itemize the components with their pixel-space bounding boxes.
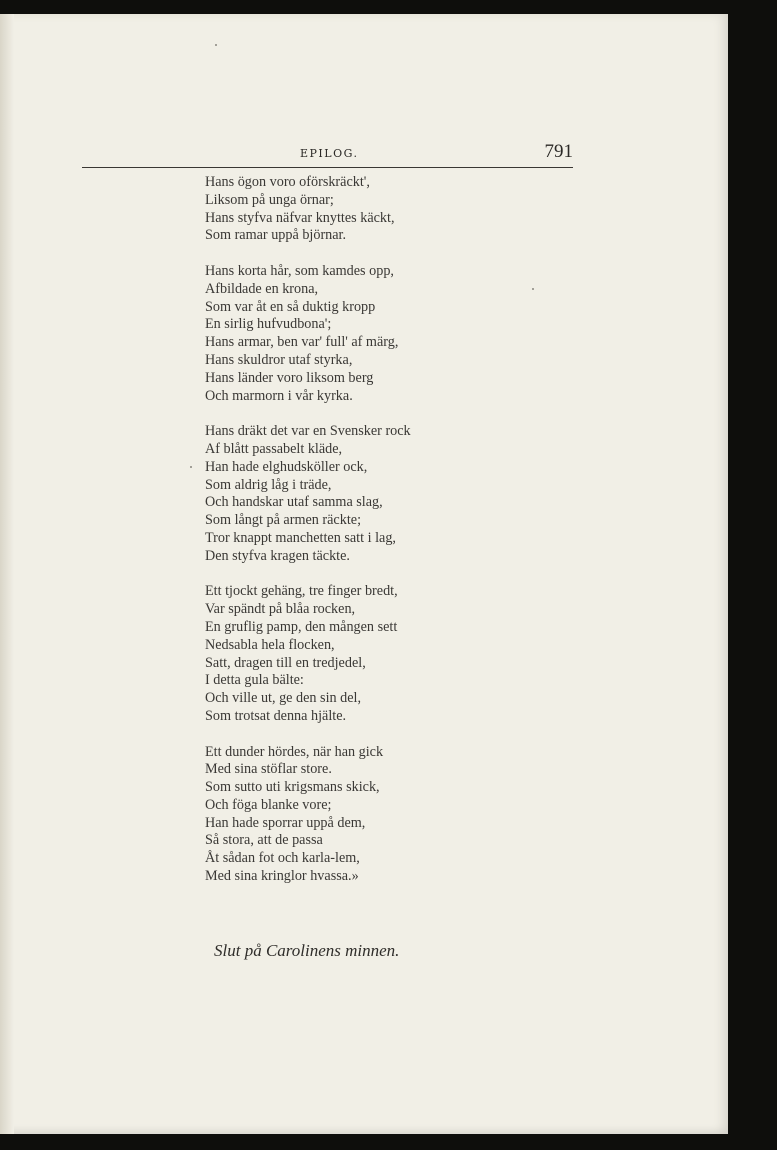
verse-line: Med sina stöflar store. xyxy=(205,761,332,778)
verse-line: I detta gula bälte: xyxy=(205,672,304,689)
verse-line: Som långt på armen räckte; xyxy=(205,512,362,529)
stanza xyxy=(205,744,505,886)
paper-speck xyxy=(532,288,534,290)
closing-line: Slut på Carolinens minnen. xyxy=(214,941,400,960)
poem-body xyxy=(205,174,505,904)
verse-line: Hans styfva näfvar knyttes käckt, xyxy=(205,209,395,226)
verse-line: Som aldrig låg i träde, xyxy=(205,476,332,493)
verse-line: Som var åt en så duktig kropp xyxy=(205,298,376,315)
running-head: EPILOG. xyxy=(300,147,359,160)
verse-line: Af blått passabelt kläde, xyxy=(205,440,343,457)
page-number: 791 xyxy=(544,141,573,162)
verse-line: Som sutto uti krigsmans skick, xyxy=(205,779,380,796)
stanza xyxy=(205,423,505,565)
verse-line: Ett dunder hördes, när han gick xyxy=(205,743,384,760)
stanza xyxy=(205,263,505,405)
verse-line: Ett tjockt gehäng, tre finger bredt, xyxy=(205,583,398,600)
verse-line: Hans länder voro liksom berg xyxy=(205,369,374,386)
verse-line: Han hade elghudsköller ock, xyxy=(205,458,368,475)
verse-line: Hans dräkt det var en Svensker rock xyxy=(205,423,411,440)
verse-line: Och ville ut, ge den sin del, xyxy=(205,690,362,707)
page-gutter xyxy=(0,14,14,1134)
verse-line: Tror knappt manchetten satt i lag, xyxy=(205,529,396,546)
verse-line: Och föga blanke vore; xyxy=(205,796,332,813)
verse-line: Satt, dragen till en tredjedel, xyxy=(205,654,366,671)
verse-line: Så stora, att de passa xyxy=(205,832,323,849)
verse-line: En sirlig hufvudbona'; xyxy=(205,316,332,333)
verse-line: Nedsabla hela flocken, xyxy=(205,636,335,653)
verse-line: Och handskar utaf samma slag, xyxy=(205,494,383,511)
verse-line: Med sina kringlor hvassa.» xyxy=(205,868,359,885)
verse-line: Han hade sporrar uppå dem, xyxy=(205,814,366,831)
verse-line: Som ramar uppå björnar. xyxy=(205,227,347,244)
stanza xyxy=(205,174,505,245)
book-page xyxy=(0,14,728,1134)
verse-line: En gruflig pamp, den mången sett xyxy=(205,618,398,635)
verse-line: Den styfva kragen täckte. xyxy=(205,547,350,564)
verse-line: Liksom på unga örnar; xyxy=(205,191,334,208)
verse-line: Hans korta hår, som kamdes opp, xyxy=(205,262,394,279)
verse-line: Var spändt på blåa rocken, xyxy=(205,601,356,618)
verse-line: Afbildade en krona, xyxy=(205,280,319,297)
verse-line: Hans skuldror utaf styrka, xyxy=(205,351,353,368)
paper-speck xyxy=(190,466,192,468)
verse-line: Hans ögon voro oförskräckt', xyxy=(205,174,370,190)
stanza xyxy=(205,583,505,725)
verse-line: Hans armar, ben var' full' af märg, xyxy=(205,334,399,351)
verse-line: Och marmorn i vår kyrka. xyxy=(205,387,353,404)
paper-speck xyxy=(215,44,217,46)
page-header xyxy=(82,131,573,168)
verse-line: Som trotsat denna hjälte. xyxy=(205,707,347,724)
verse-line: Åt sådan fot och karla-lem, xyxy=(205,850,360,867)
